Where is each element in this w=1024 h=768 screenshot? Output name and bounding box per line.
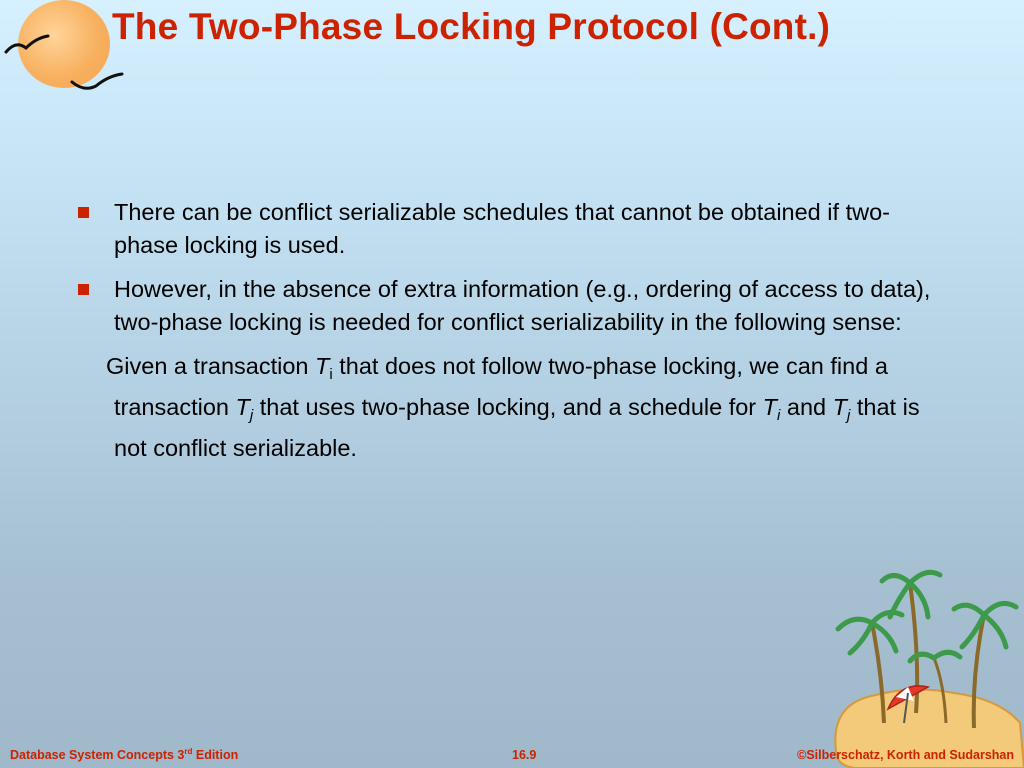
transaction-subscript: j xyxy=(847,407,851,424)
bullet-text: There can be conflict serializable schedules that cannot be obtained if two-phase locking is used. xyxy=(114,199,890,258)
bullet-square-icon xyxy=(78,284,89,295)
bullet-square-icon xyxy=(78,207,89,218)
sub-text: that does not follow two-phase locking, we can find a transaction xyxy=(114,353,888,420)
sub-paragraph xyxy=(76,350,936,465)
slide-title: The Two-Phase Locking Protocol (Cont.) xyxy=(112,6,831,47)
beach-island-graphic xyxy=(824,563,1024,768)
transaction-var: T xyxy=(832,394,848,420)
footer-copyright: ©Silberschatz, Korth and Sudarshan xyxy=(797,748,1014,762)
transaction-subscript: i xyxy=(777,407,781,424)
transaction-subscript: j xyxy=(249,407,254,424)
sub-text: that is not conflict serializable. xyxy=(114,394,920,461)
bullet-item xyxy=(76,196,936,262)
footer-book-edition: Database System Concepts 3rd Edition xyxy=(10,746,239,762)
sub-text: and xyxy=(780,394,833,420)
seagull-icon xyxy=(70,70,124,94)
transaction-subscript: i xyxy=(329,366,333,383)
transaction-var: T xyxy=(315,353,330,379)
transaction-var: T xyxy=(762,394,778,420)
transaction-var: T xyxy=(235,394,250,420)
slide-content xyxy=(76,196,936,465)
sub-text: Given a transaction xyxy=(106,353,315,379)
seagull-icon xyxy=(4,34,50,56)
footer-page-number: 16.9 xyxy=(512,748,537,762)
bullet-text: However, in the absence of extra information (e.g., ordering of access to data), two-phase locking is needed for conflict serializability in the following sense: xyxy=(114,276,931,335)
sub-text: that uses two-phase locking, and a schedule for xyxy=(253,394,763,420)
bullet-item xyxy=(76,273,936,339)
